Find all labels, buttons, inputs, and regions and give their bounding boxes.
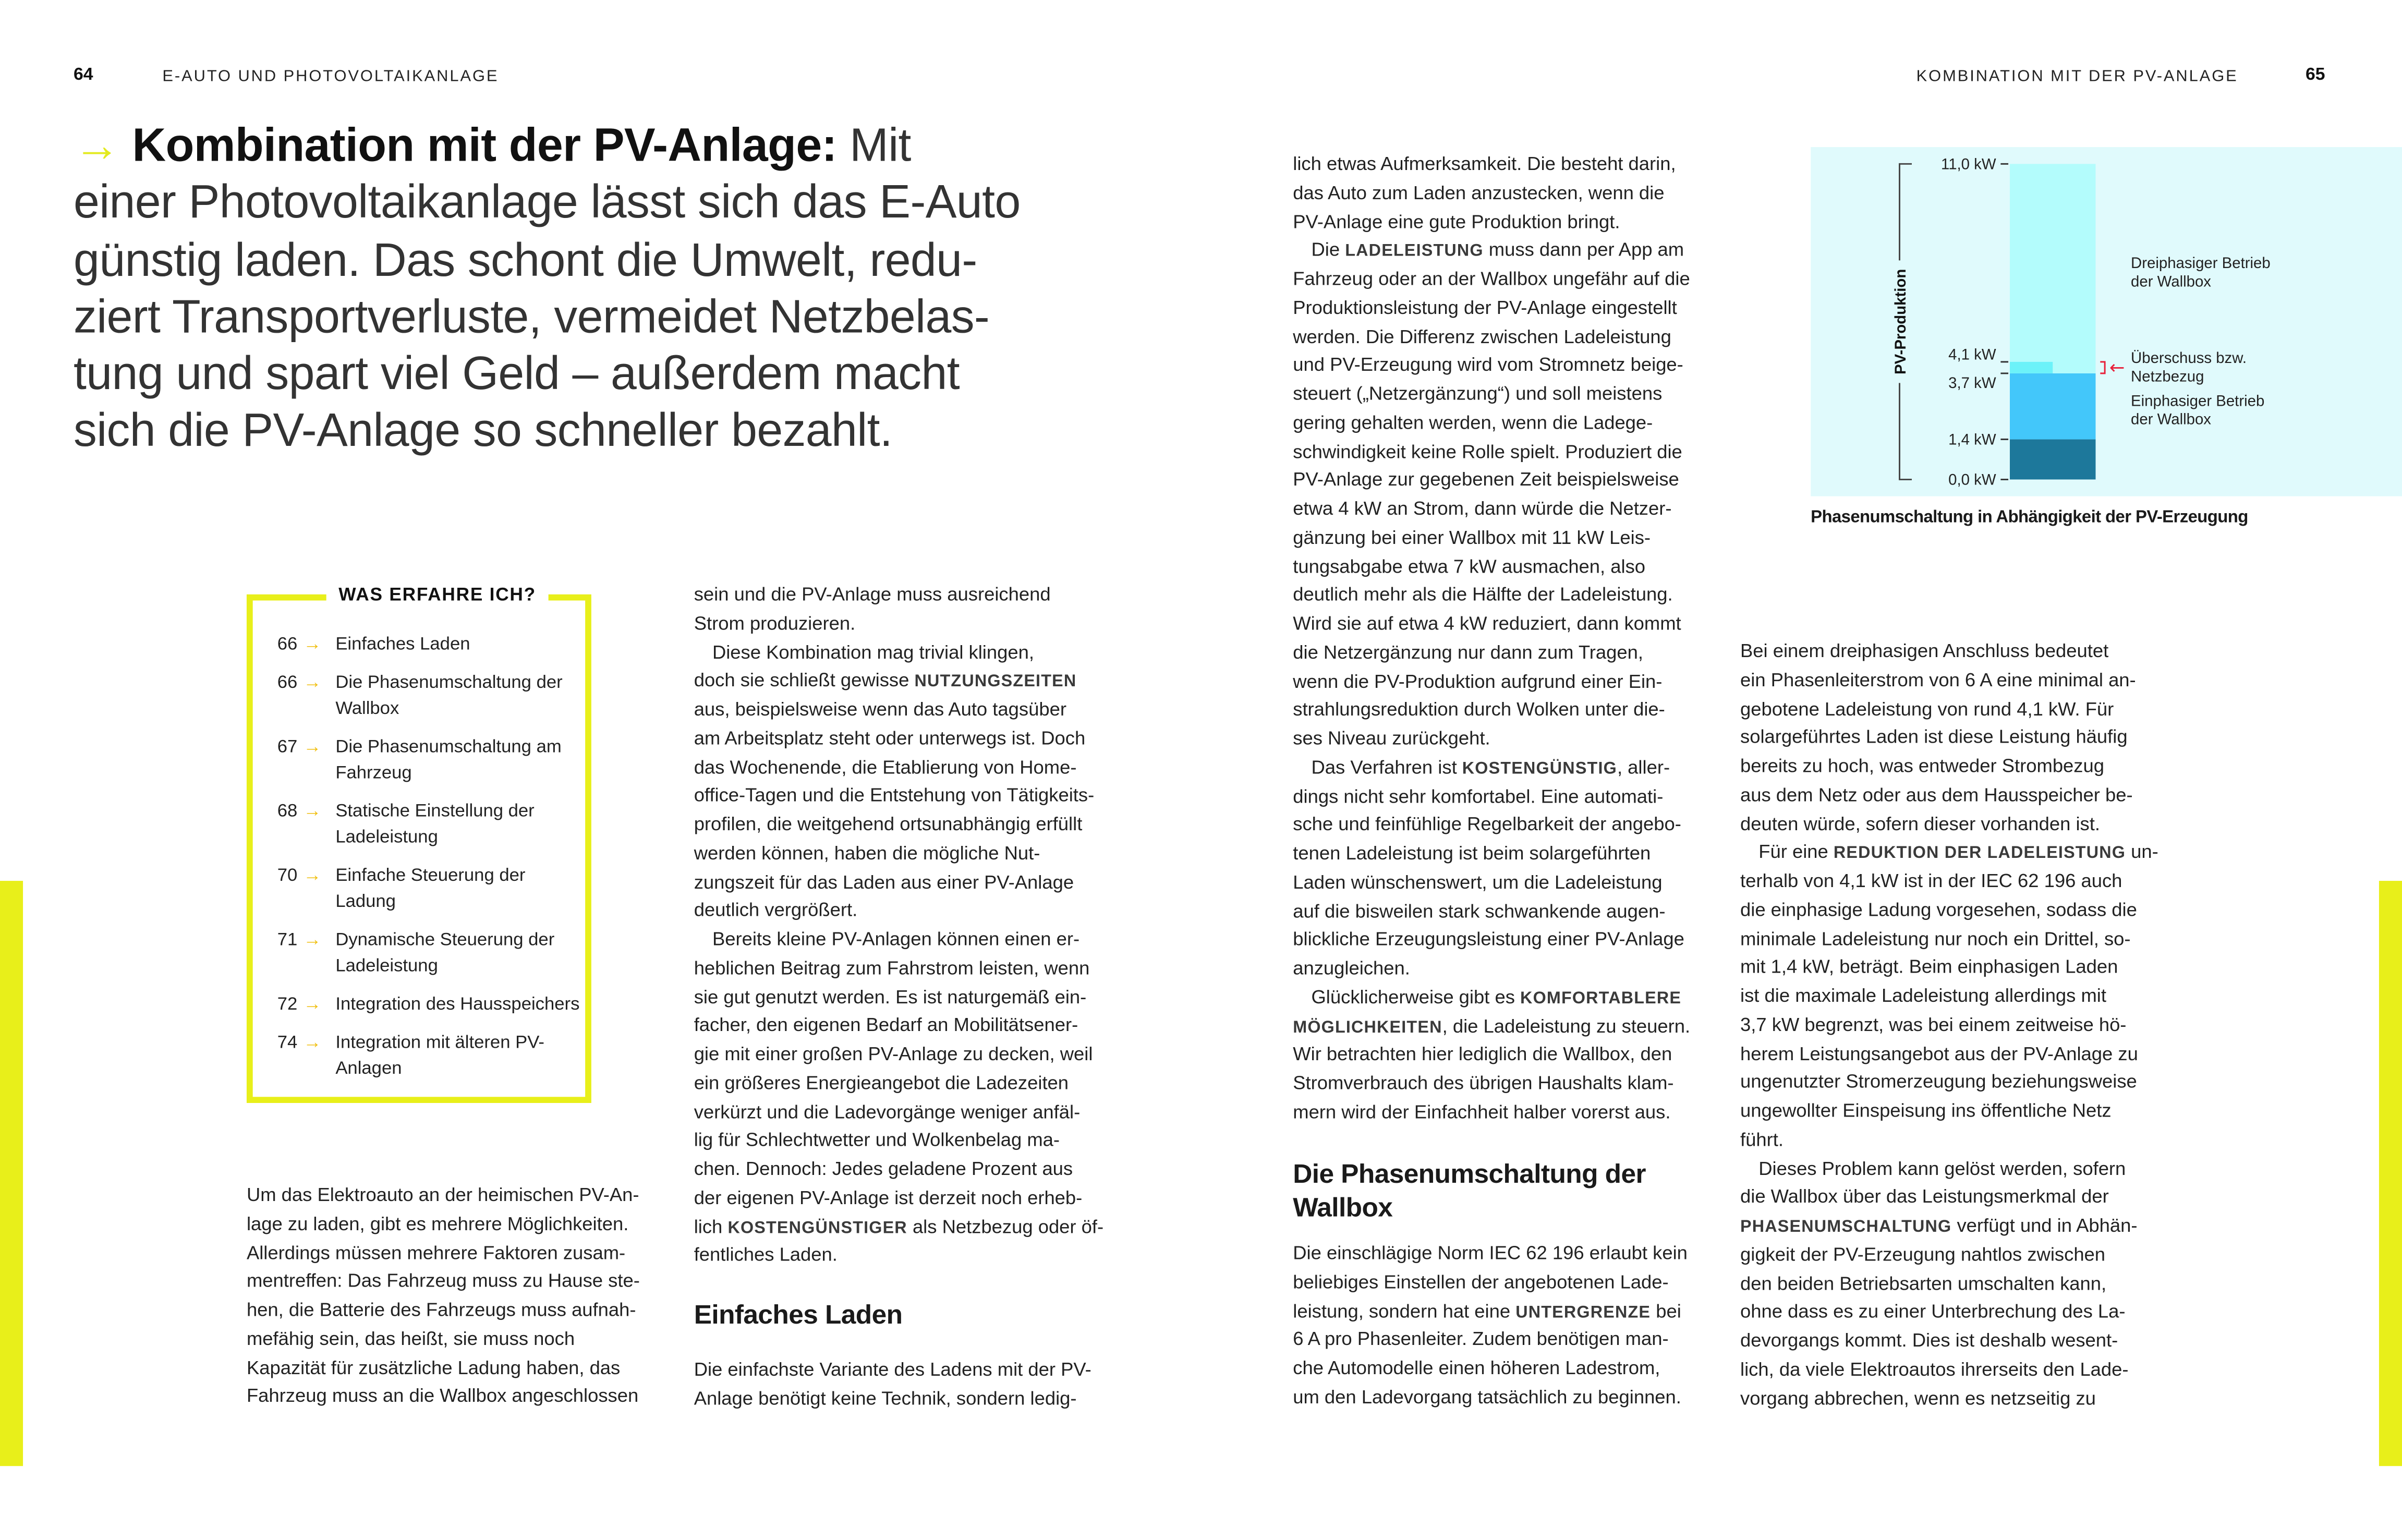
toc-item-label: Statische Einstellung der Ladeleistung (335, 799, 535, 847)
text-line: Produktionsleistung der PV-Anlage eingestellt (1293, 297, 1677, 319)
toc-page-number: 66 (277, 671, 298, 693)
toc-item-label: Integration des Hausspeichers (335, 992, 580, 1014)
text-line: um den Ladevorgang tatsächlich zu beginnen. (1293, 1386, 1681, 1408)
left-page-number: 64 (74, 66, 93, 84)
text-line: aus dem Netz oder aus dem Hausspeicher be- (1740, 784, 2133, 806)
annotation-label: der Wallbox (2131, 273, 2211, 290)
text-line: deutlich mehr als die Hälfte der Ladeleistung. (1293, 584, 1673, 606)
text-line: Die einfachste Variante des Ladens mit der PV- (694, 1359, 1091, 1380)
text-line: chen. Dennoch: Jedes geladene Prozent aus (694, 1158, 1073, 1180)
text-line: schwindigkeit keine Rolle spielt. Produziert die (1293, 440, 1682, 462)
toc-list (277, 631, 581, 1094)
toc-page-number: 70 (277, 864, 298, 886)
arrow-right-icon: → (303, 633, 322, 654)
text-line: 6 A pro Phasenleiter. Zudem benötigen man- (1293, 1328, 1669, 1350)
arrow-right-icon: → (303, 1030, 322, 1053)
toc-item-label: Die Phasenumschaltung am Fahrzeug (335, 735, 562, 783)
headline-lead: Kombination mit der PV-Anlage: (132, 119, 837, 172)
text-line: Anlage benötigt keine Technik, sondern ledig- (694, 1387, 1077, 1409)
tick-label: 1,4 kW (1948, 431, 1996, 448)
text-line: verkürzt und die Ladevorgänge weniger anfäl- (694, 1100, 1081, 1122)
tick-label: 11,0 kW (1941, 155, 1996, 173)
keyword-highlight: PHASENUMSCHALTUNG (1740, 1218, 1952, 1236)
keyword-highlight: LADELEISTUNG (1345, 242, 1484, 261)
text-line: gie mit einer großen PV-Anlage zu decken, weil (694, 1043, 1093, 1065)
annotation-label: Überschuss bzw. (2131, 349, 2247, 367)
text-line: Allerdings müssen mehrere Faktoren zusam- (246, 1241, 626, 1263)
text-line: office-Tagen und die Entstehung von Tätigkeits- (694, 784, 1095, 806)
text-line: sein und die PV-Anlage muss ausreichend (694, 584, 1051, 605)
toc-item[interactable] (277, 798, 581, 850)
text-line: anzugleichen. (1293, 957, 1410, 979)
annotation-label: Netzbezug (2131, 368, 2204, 385)
toc-item-label: Integration mit älteren PV-Anlagen (335, 1030, 544, 1078)
text-line: ungewollter Einspeisung ins öffentliche Netz (1740, 1100, 2112, 1122)
annotation-label: Dreiphasiger Betrieb (2131, 254, 2271, 272)
toc-item[interactable] (277, 927, 581, 979)
text-line: gebotene Ladeleistung von rund 4,1 kW. Für (1740, 698, 2114, 720)
text-line: lich etwas Aufmerksamkeit. Die besteht darin, (1293, 153, 1676, 175)
text-line: deutlich vergrößert. (694, 900, 858, 921)
text-line: MÖGLICHKEITEN, die Ladeleistung zu steuern. (1293, 1015, 1691, 1037)
text-line: Die LADELEISTUNG muss dann per App am (1311, 239, 1684, 261)
text-line: ses Niveau zurückgeht. (1293, 727, 1490, 749)
text-line: dings nicht sehr komfortabel. Eine automati- (1293, 785, 1664, 807)
section-heading-einfaches-laden: Einfaches Laden (694, 1299, 903, 1330)
text-line: Bei einem dreiphasigen Anschluss bedeutet (1740, 640, 2109, 662)
text-line: lig für Schlechtwetter und Wolkenbelag ma- (694, 1129, 1060, 1151)
text-line: Fahrzeug oder an der Wallbox ungefähr auf die (1293, 268, 1690, 290)
keyword-highlight: KOMFORTABLERE (1520, 989, 1682, 1008)
text-line: doch sie schließt gewisse NUTZUNGSZEITEN (694, 670, 1077, 692)
bar-segment-einphasig (2010, 373, 2096, 440)
text-line: Für eine REDUKTION DER LADELEISTUNG un- (1758, 841, 2158, 863)
text-line: gigkeit der PV-Erzeugung nahtlos zwischen (1740, 1243, 2106, 1265)
toc-item-label: Die Phasenumschaltung der Wallbox (335, 671, 563, 719)
arrow-right-icon: → (303, 928, 322, 950)
section-heading-phasenumschaltung (1293, 1157, 1646, 1224)
text-line: das Wochenende, die Etablierung von Home- (694, 756, 1077, 778)
body-column-4 (1740, 637, 2185, 1413)
text-line: Um das Elektroauto an der heimischen PV-An- (246, 1184, 639, 1206)
bar-segment-ueberschuss (2010, 362, 2053, 373)
body-column-2-continued (694, 1356, 1138, 1413)
toc-item-label: Dynamische Steuerung der Ladeleistung (335, 928, 555, 976)
text-line: führt. (1740, 1129, 1784, 1150)
text-line: lage zu laden, gibt es mehrere Möglichkeiten. (246, 1212, 629, 1234)
text-line: tenen Ladeleistung ist beim solargeführten (1293, 842, 1651, 864)
text-line: die Netzergänzung nur dann zum Tragen, (1293, 641, 1644, 663)
toc-item[interactable] (277, 734, 581, 786)
arrow-right-icon: → (303, 864, 322, 886)
headline-line: Mit (836, 119, 911, 172)
toc-item[interactable] (277, 670, 581, 722)
text-line: Laden wünschenswert, um die Ladeleistung (1293, 871, 1663, 893)
text-line: tungsabgabe etwa 7 kW ausmachen, also (1293, 555, 1646, 577)
toc-page-number: 68 (277, 799, 298, 821)
arrow-right-icon: → (303, 735, 322, 757)
text-line: 3,7 kW begrenzt, was bei einem zeitweise hö- (1740, 1013, 2127, 1036)
text-line: deuten würde, sofern dieser vorhanden ist. (1740, 813, 2100, 834)
text-line: werden können, haben die mögliche Nut- (694, 842, 1040, 864)
text-line: beliebiges Einstellen der angebotenen Lade- (1293, 1271, 1669, 1293)
text-line: steuert („Netzergänzung“) und soll meistens (1293, 383, 1663, 405)
keyword-highlight: KOSTENGÜNSTIG (1462, 759, 1617, 778)
text-line: Glücklicherweise gibt es KOMFORTABLERE (1311, 986, 1682, 1008)
toc-title: WAS ERFAHRE ICH? (326, 584, 549, 605)
headline-line: sich die PV-Anlage so schneller bezahlt. (74, 405, 893, 457)
text-line: hen, die Batterie des Fahrzeugs muss aufnah- (246, 1299, 636, 1321)
text-line: vorgang abbrechen, wenn es netzseitig zu (1740, 1387, 2096, 1409)
text-line: heblichen Beitrag zum Fahrstrom leisten, wenn (694, 957, 1090, 979)
text-line: Die einschlägige Norm IEC 62 196 erlaubt kein (1293, 1242, 1688, 1264)
text-line: lich, da viele Elektroautos ihrerseits den Lade- (1740, 1358, 2129, 1380)
toc-page-number: 74 (277, 1030, 298, 1053)
text-line: mern wird der Einfachheit halber vorerst aus. (1293, 1101, 1671, 1123)
toc-item[interactable] (277, 863, 581, 915)
text-line: minimale Ladeleistung nur noch ein Drittel, so- (1740, 927, 2131, 949)
text-line: und PV-Erzeugung wird vom Stromnetz beige- (1293, 354, 1683, 376)
toc-item-label: Einfaches Laden (335, 633, 470, 654)
body-column-2 (694, 580, 1138, 1270)
text-line: das Auto zum Laden anzustecken, wenn die (1293, 181, 1665, 203)
text-line: blickliche Erzeugungsleistung einer PV-Anlage (1293, 928, 1684, 950)
tick-label: 0,0 kW (1948, 471, 1996, 489)
text-line: Fahrzeug muss an die Wallbox angeschlossen (246, 1385, 639, 1407)
text-line: che Automodelle einen höheren Ladestrom, (1293, 1357, 1660, 1379)
text-line: ein Phasenleiterstrom von 6 A eine minimal an- (1740, 669, 2136, 691)
right-edge-marker (2379, 881, 2402, 1466)
text-line: Wird sie auf etwa 4 kW reduziert, dann kommt (1293, 613, 1681, 635)
keyword-highlight: MÖGLICHKEITEN (1293, 1017, 1442, 1037)
bar-segment-base (2010, 439, 2096, 479)
text-line: sie gut genutzt werden. Es ist naturgemäß ein- (694, 986, 1087, 1008)
keyword-highlight: REDUKTION DER LADELEISTUNG (1833, 844, 2126, 863)
headline-line: tung und spart viel Geld – außerdem macht (74, 348, 960, 401)
text-line: facher, den eigenen Bedarf an Mobilitätsener- (694, 1014, 1078, 1036)
keyword-highlight: NUTZUNGSZEITEN (914, 673, 1077, 692)
text-line: Bereits kleine PV-Anlagen können einen er- (712, 928, 1080, 950)
toc-item[interactable] (277, 1029, 581, 1082)
toc-page-number: 66 (277, 633, 298, 654)
text-line: bereits zu hoch, was entweder Strombezug (1740, 755, 2105, 777)
arrow-right-icon: → (303, 799, 322, 821)
text-line: Kapazität für zusätzliche Ladung haben, das (246, 1356, 621, 1378)
arrow-left-icon: ← (2109, 357, 2125, 379)
toc-page-number: 72 (277, 992, 298, 1014)
text-line: Das Verfahren ist KOSTENGÜNSTIG, aller- (1311, 756, 1670, 778)
text-line: mentreffen: Das Fahrzeug muss zu Hause ste- (246, 1270, 640, 1292)
annotation-label: der Wallbox (2131, 410, 2211, 428)
text-line: wenn die PV-Produktion aufgrund einer Ein- (1293, 670, 1663, 692)
right-running-title: KOMBINATION MIT DER PV-ANLAGE (1916, 67, 2238, 86)
text-line: PHASENUMSCHALTUNG verfügt und in Abhän- (1740, 1215, 2138, 1236)
body-column-3-continued (1293, 1239, 1737, 1411)
text-line: werden. Die Differenz zwischen Ladeleistung (1293, 325, 1671, 347)
headline-line: günstig laden. Das schont die Umwelt, redu- (74, 234, 977, 286)
text-line: Dieses Problem kann gelöst werden, sofern (1758, 1157, 2126, 1179)
intro-headline (74, 118, 1021, 460)
text-line: sche und feinfühlige Regelbarkeit der angebo- (1293, 814, 1681, 835)
text-line: leistung, sondern hat eine UNTERGRENZE bei (1293, 1300, 1681, 1321)
annotation-label: Einphasiger Betrieb (2131, 392, 2265, 410)
text-line: gänzung bei einer Wallbox mit 11 kW Leis- (1293, 526, 1651, 548)
right-page-number: 65 (2305, 66, 2325, 84)
text-line: mit 1,4 kW, beträgt. Beim einphasigen Laden (1740, 956, 2118, 978)
text-line: lich KOSTENGÜNSTIGER als Netzbezug oder öf- (694, 1215, 1104, 1238)
text-line: gering gehalten werden, wenn die Ladege- (1293, 411, 1653, 433)
phase-switching-chart (1811, 147, 2402, 496)
text-line: die einphasige Ladung vorgesehen, sodass die (1740, 899, 2137, 920)
text-line: devorgangs kommt. Dies ist deshalb wesent- (1740, 1329, 2118, 1351)
tick-label: 4,1 kW (1948, 346, 1996, 363)
toc-box (247, 584, 591, 1103)
text-line: etwa 4 kW an Strom, dann würde die Netzer- (1293, 498, 1672, 519)
arrow-right-icon: → (303, 992, 322, 1014)
text-line: ohne dass es zu einer Unterbrechung des La- (1740, 1301, 2126, 1323)
chart-caption: Phasenumschaltung in Abhängigkeit der PV-Erzeugung (1811, 508, 2248, 527)
keyword-highlight: KOSTENGÜNSTIGER (727, 1218, 907, 1238)
text-line: aus, beispielsweise wenn das Auto tagsüber (694, 698, 1066, 720)
text-line: Strom produzieren. (694, 612, 856, 634)
text-line: herem Leistungsangebot aus der PV-Anlage zu (1740, 1042, 2138, 1064)
text-line: am Arbeitsplatz steht oder unterwegs ist. Doch (694, 727, 1086, 749)
headline-line: einer Photovoltaikanlage lässt sich das E-Auto (74, 176, 1021, 229)
text-line: profilen, die weitgehend ortsunabhängig erfüllt (694, 813, 1083, 835)
keyword-highlight: UNTERGRENZE (1515, 1303, 1651, 1321)
text-line: ist die maximale Ladeleistung allerdings mit (1740, 985, 2107, 1007)
left-edge-marker (0, 881, 23, 1466)
text-line: Wir betrachten hier lediglich die Wallbox, den (1293, 1044, 1672, 1065)
text-line: PV-Anlage eine gute Produktion bringt. (1293, 210, 1620, 233)
body-column-3 (1293, 150, 1737, 1127)
text-line: Stromverbrauch des übrigen Haushalts klam- (1293, 1072, 1674, 1094)
text-line: solargeführtes Laden ist diese Leistung häufig (1740, 726, 2128, 748)
bar-segment-dreiphasig (2010, 164, 2096, 373)
text-line: PV-Anlage zur gegebenen Zeit beispielsweise (1293, 469, 1679, 491)
text-line: terhalb von 4,1 kW ist in der IEC 62 196 auch (1740, 870, 2122, 892)
toc-page-number: 67 (277, 735, 298, 757)
text-line: ein größeres Energieangebot die Ladezeiten (694, 1072, 1069, 1094)
text-line: strahlungsreduktion durch Wolken unter die- (1293, 699, 1665, 721)
tick-label: 3,7 kW (1948, 374, 1996, 392)
toc-page-number: 71 (277, 928, 298, 950)
text-line: der eigenen PV-Anlage ist derzeit noch erheb- (694, 1186, 1083, 1208)
body-column-1 (247, 1181, 691, 1411)
text-line: den beiden Betriebsarten umschalten kann, (1740, 1272, 2107, 1294)
heading-line: Wallbox (1293, 1192, 1393, 1223)
text-line: auf die bisweilen stark schwankende augen- (1293, 900, 1666, 921)
toc-item[interactable] (277, 991, 581, 1017)
left-running-title: E-AUTO UND PHOTOVOLTAIKANLAGE (162, 67, 499, 86)
toc-item[interactable] (277, 631, 581, 657)
text-line: ungenutzter Stromerzeugung beziehungsweise (1740, 1071, 2137, 1093)
headline-line: ziert Transportverluste, vermeidet Netzbelas- (74, 290, 990, 343)
toc-item-label: Einfache Steuerung der Ladung (335, 864, 526, 912)
arrow-right-icon: → (74, 119, 120, 172)
text-line: Diese Kombination mag trivial klingen, (712, 641, 1034, 663)
arrow-right-icon: → (303, 671, 322, 693)
y-axis-label: PV-Produktion (1892, 269, 1910, 375)
text-line: fentliches Laden. (694, 1244, 838, 1266)
text-line: mefähig sein, das heißt, sie muss noch (246, 1328, 575, 1350)
text-line: die Wallbox über das Leistungsmerkmal der (1740, 1186, 2109, 1208)
text-line: zungszeit für das Laden aus einer PV-Anlage (694, 870, 1074, 893)
heading-line: Die Phasenumschaltung der (1293, 1158, 1646, 1189)
